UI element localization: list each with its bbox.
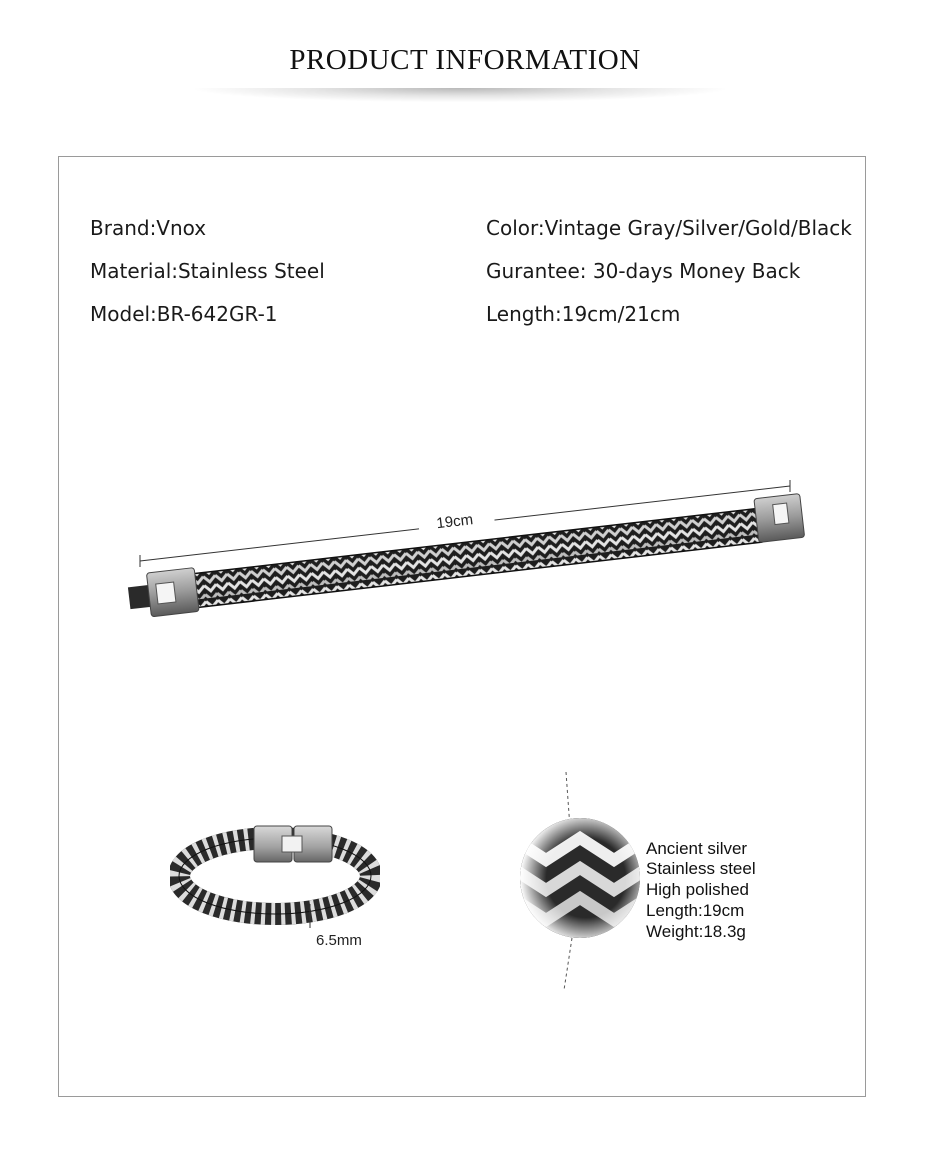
spec-material: Material:Stainless Steel bbox=[90, 259, 325, 283]
clasp-left bbox=[127, 568, 200, 620]
bracelet-straight-image bbox=[118, 466, 818, 626]
bracelet-round-image bbox=[170, 816, 380, 966]
feature-item: Stainless steel bbox=[646, 859, 756, 878]
feature-item: Length:19cm bbox=[646, 901, 745, 920]
feature-item: Ancient silver bbox=[646, 839, 748, 858]
page-title: PRODUCT INFORMATION bbox=[289, 44, 641, 76]
width-label: 6.5mm bbox=[316, 932, 362, 949]
spec-color: Color:Vintage Gray/Silver/Gold/Black bbox=[486, 216, 852, 240]
feature-item: Weight:18.3g bbox=[646, 922, 746, 941]
feature-item: High polished bbox=[646, 880, 750, 899]
title-shadow bbox=[195, 88, 725, 102]
spec-brand: Brand:Vnox bbox=[90, 216, 207, 240]
spec-length: Length:19cm/21cm bbox=[486, 302, 681, 326]
spec-guarantee: Gurantee: 30-days Money Back bbox=[486, 259, 801, 283]
chain-closeup-image bbox=[512, 768, 642, 998]
clasp-right bbox=[754, 494, 805, 543]
length-label: 19cm bbox=[435, 511, 474, 533]
spec-model: Model:BR-642GR-1 bbox=[90, 302, 278, 326]
